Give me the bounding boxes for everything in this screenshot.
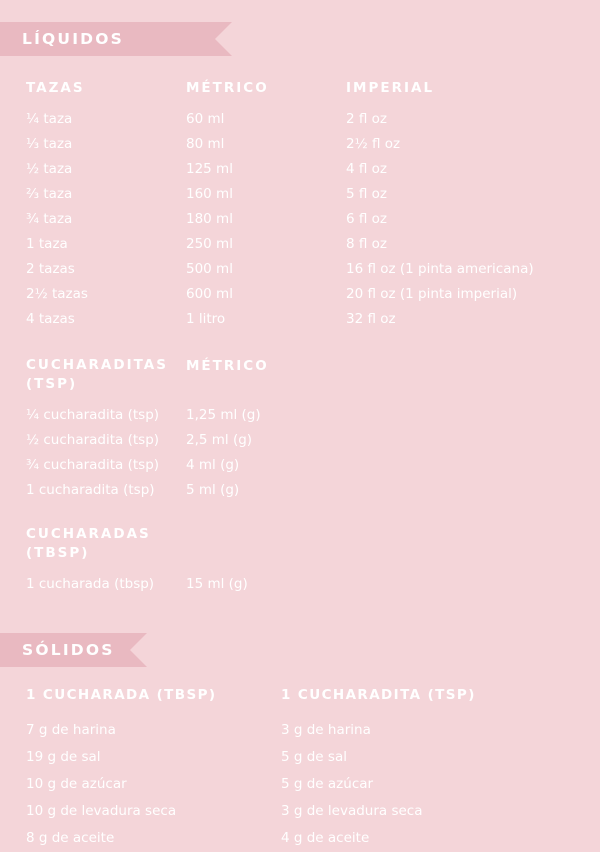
conversion-chart-page	[0, 22, 600, 846]
cell-taza: ⅓ taza	[26, 135, 73, 152]
list-item: 5 g de azúcar	[281, 775, 374, 792]
cell-metrico: 5 ml (g)	[186, 481, 240, 498]
table-row	[26, 157, 600, 182]
list-item: 7 g de harina	[26, 721, 116, 738]
teaspoons-table	[26, 356, 600, 503]
table-row	[26, 207, 600, 232]
liquidos-body	[0, 56, 600, 597]
column-header-cucharaditas: CUCHARADITAS (TSP)	[26, 356, 168, 393]
cell-imperial: 32 fl oz	[346, 310, 396, 327]
cell-metrico: 250 ml	[186, 235, 233, 252]
table-row	[26, 182, 600, 207]
column-header-tazas: TAZAS	[26, 80, 85, 96]
table-row	[26, 428, 600, 453]
ribbon-shape	[0, 633, 130, 667]
table-row	[26, 282, 600, 307]
cell-imperial: 2½ fl oz	[346, 135, 401, 152]
solidos-column-tbsp	[26, 687, 281, 852]
column-header-metrico-tsp: MÉTRICO	[186, 357, 269, 374]
list-item: 3 g de harina	[281, 721, 371, 738]
list-item: 5 g de sal	[281, 748, 347, 765]
spacer	[26, 507, 600, 525]
list-item: 4 g de aceite	[281, 829, 370, 846]
teaspoons-table-header	[26, 356, 600, 395]
cell-metrico: 1 litro	[186, 310, 226, 327]
cell-taza: ½ taza	[26, 160, 73, 177]
cell-metrico: 125 ml	[186, 160, 233, 177]
section-banner-solidos	[0, 633, 600, 667]
cell-metrico: 600 ml	[186, 285, 233, 302]
cell-metrico: 80 ml	[186, 135, 225, 152]
table-row	[26, 132, 600, 157]
spacer	[26, 336, 600, 356]
section-title-solidos: SÓLIDOS	[22, 640, 115, 659]
cell-metrico: 4 ml (g)	[186, 456, 240, 473]
table-row	[26, 478, 600, 503]
table-row	[26, 232, 600, 257]
column-header-cucharadita-tsp: 1 CUCHARADITA (TSP)	[281, 686, 476, 703]
tablespoons-table	[26, 525, 600, 597]
section-title-liquidos: LÍQUIDOS	[22, 30, 124, 48]
cell-taza: ¼ taza	[26, 110, 73, 127]
cups-table-header	[26, 78, 600, 99]
cell-metrico: 160 ml	[186, 185, 233, 202]
cell-metrico: 2,5 ml (g)	[186, 431, 253, 448]
cell-cucharadita: ½ cucharadita (tsp)	[26, 431, 160, 448]
cell-imperial: 2 fl oz	[346, 110, 388, 127]
cell-metrico: 500 ml	[186, 260, 233, 277]
list-item: 10 g de levadura seca	[26, 802, 177, 819]
table-row	[26, 107, 600, 132]
cell-cucharadita: ¾ cucharadita (tsp)	[26, 456, 160, 473]
cell-metrico: 1,25 ml (g)	[186, 406, 261, 423]
ribbon-shape	[0, 22, 215, 56]
table-row	[26, 307, 600, 332]
cell-taza: 1 taza	[26, 235, 68, 252]
cell-imperial: 6 fl oz	[346, 210, 388, 227]
column-header-cucharada-tbsp: 1 CUCHARADA (TBSP)	[26, 686, 217, 703]
cell-cucharadita: ¼ cucharadita (tsp)	[26, 406, 160, 423]
table-row	[26, 572, 600, 597]
cell-taza: ¾ taza	[26, 210, 73, 227]
cell-cucharada: 1 cucharada (tbsp)	[26, 575, 155, 592]
cell-metrico: 60 ml	[186, 110, 225, 127]
cell-imperial: 16 fl oz (1 pinta americana)	[346, 260, 534, 277]
cell-taza: 2½ tazas	[26, 285, 88, 302]
column-header-cucharadas: CUCHARADAS (TBSP)	[26, 525, 151, 562]
tablespoons-table-header	[26, 525, 600, 564]
table-row	[26, 453, 600, 478]
cell-imperial: 4 fl oz	[346, 160, 388, 177]
solidos-column-tsp	[281, 687, 536, 852]
list-item: 10 g de azúcar	[26, 775, 127, 792]
cell-imperial: 20 fl oz (1 pinta imperial)	[346, 285, 518, 302]
cell-imperial: 8 fl oz	[346, 235, 388, 252]
cell-taza: 4 tazas	[26, 310, 75, 327]
list-item: 19 g de sal	[26, 748, 101, 765]
list-item: 3 g de levadura seca	[281, 802, 423, 819]
column-header-metrico: MÉTRICO	[186, 80, 269, 96]
cell-metrico: 180 ml	[186, 210, 233, 227]
cell-metrico: 15 ml (g)	[186, 575, 248, 592]
cell-cucharadita: 1 cucharadita (tsp)	[26, 481, 155, 498]
column-header-imperial: IMPERIAL	[346, 80, 435, 96]
cell-taza: ⅔ taza	[26, 185, 73, 202]
solidos-body	[0, 667, 600, 852]
cups-table	[26, 78, 600, 332]
cell-taza: 2 tazas	[26, 260, 75, 277]
list-item: 8 g de aceite	[26, 829, 115, 846]
cell-imperial: 5 fl oz	[346, 185, 388, 202]
table-row	[26, 403, 600, 428]
table-row	[26, 257, 600, 282]
section-banner-liquidos	[0, 22, 600, 56]
